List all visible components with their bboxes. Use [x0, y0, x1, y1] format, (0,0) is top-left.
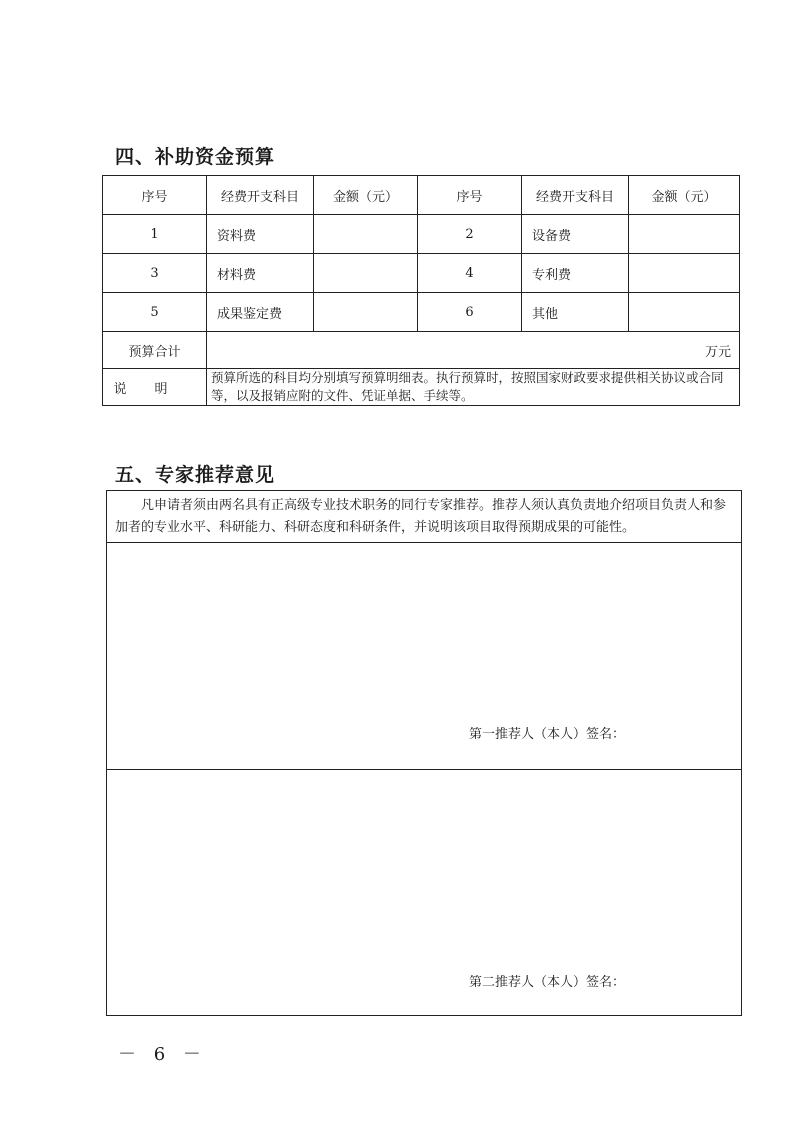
header-no-left: 序号 [103, 176, 207, 215]
header-item-left: 经费开支科目 [207, 176, 314, 215]
row-item: 专利费 [522, 254, 629, 293]
budget-header-row [103, 176, 740, 215]
recommender-divider [107, 769, 741, 770]
row-no: 6 [418, 293, 522, 332]
row-item: 其他 [522, 293, 629, 332]
header-amount-right: 金额（元） [629, 176, 740, 215]
budget-row [103, 293, 740, 332]
note-text: 预算所选的科目均分别填写预算明细表。执行预算时，按照国家财政要求提供相关协议或合同等，以及报销应附的文件、凭证单据、手续等。 [207, 369, 740, 406]
row-no: 4 [418, 254, 522, 293]
header-amount-left: 金额（元） [314, 176, 418, 215]
amount-input-cell[interactable] [629, 254, 740, 293]
expert-recommendation-box [106, 490, 742, 1016]
row-no: 5 [103, 293, 207, 332]
amount-input-cell[interactable] [629, 293, 740, 332]
budget-note-row [103, 369, 740, 406]
row-no: 2 [418, 215, 522, 254]
row-item: 设备费 [522, 215, 629, 254]
budget-row [103, 254, 740, 293]
row-no: 1 [103, 215, 207, 254]
header-item-right: 经费开支科目 [522, 176, 629, 215]
row-no: 3 [103, 254, 207, 293]
page-number: － 6 － [118, 1044, 207, 1065]
budget-total-row [103, 332, 740, 369]
recommendation-instructions: 凡申请者须由两名具有正高级专业技术职务的同行专家推荐。推荐人须认真负责地介绍项目负责人和参加者的专业水平、科研能力、科研态度和科研条件，并说明该项目取得预期成果的可能性。 [107, 491, 741, 543]
row-item: 材料费 [207, 254, 314, 293]
row-item: 资料费 [207, 215, 314, 254]
section5-title: 五、专家推荐意见 [115, 464, 276, 486]
header-no-right: 序号 [418, 176, 522, 215]
budget-row [103, 215, 740, 254]
section4-title: 四、补助资金预算 [115, 146, 276, 168]
note-label: 说明 [103, 369, 207, 406]
amount-input-cell[interactable] [629, 215, 740, 254]
row-item: 成果鉴定费 [207, 293, 314, 332]
amount-input-cell[interactable] [314, 293, 418, 332]
total-label: 预算合计 [103, 332, 207, 369]
amount-input-cell[interactable] [314, 215, 418, 254]
first-recommender-signature[interactable]: 第一推荐人（本人）签名： [469, 727, 626, 742]
total-amount-cell[interactable]: 万元 [207, 332, 740, 369]
second-recommender-signature[interactable]: 第二推荐人（本人）签名： [469, 975, 626, 990]
budget-table [102, 175, 740, 406]
amount-input-cell[interactable] [314, 254, 418, 293]
